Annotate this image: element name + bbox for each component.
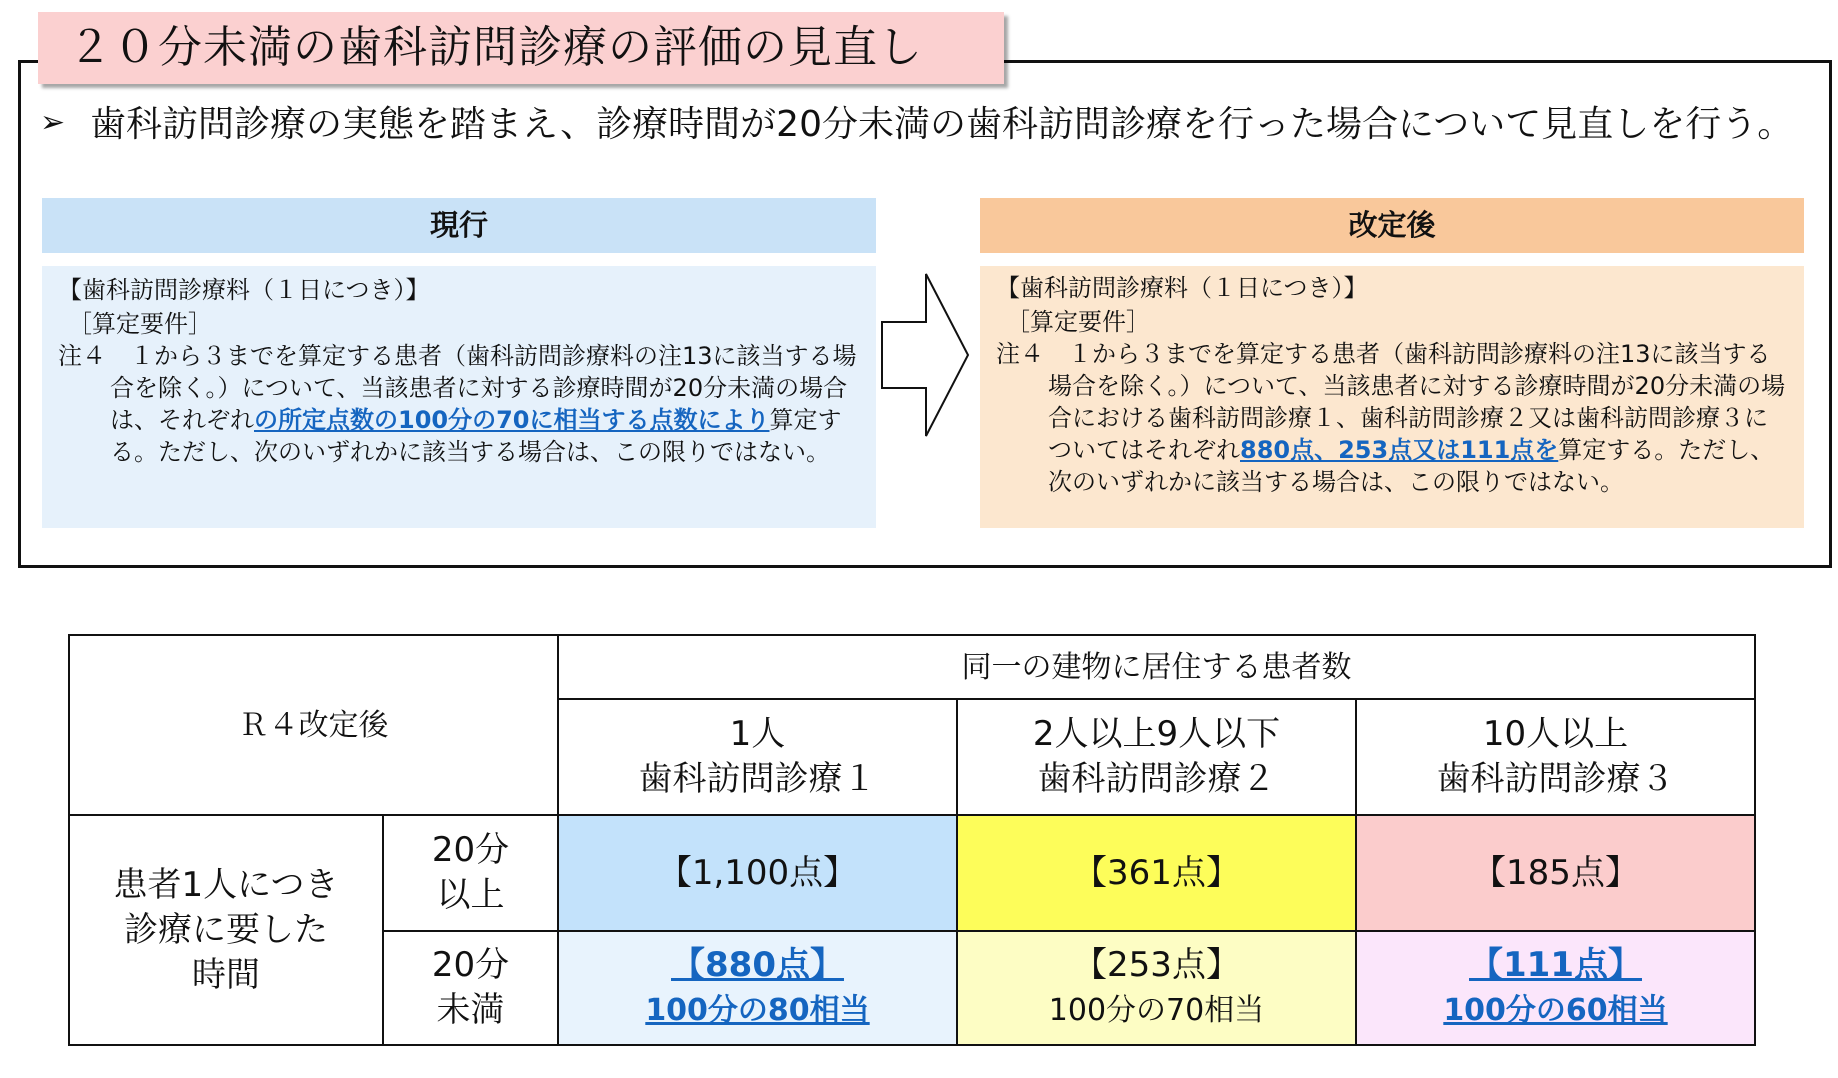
row-group-line: 患者1人につき	[113, 864, 339, 905]
column-header-line: 1人	[729, 714, 786, 754]
current-header: 現行	[42, 198, 876, 253]
current-heading: 【歯科訪問診療料（１日につき）】	[58, 276, 430, 304]
column-header-line: 歯科訪問診療２	[1037, 759, 1276, 799]
revised-sub: ［算定要件］	[1006, 308, 1150, 336]
cell-value: 【253点】	[1073, 945, 1240, 985]
revised-header: 改定後	[980, 198, 1804, 253]
current-note-highlight: の所定点数の100分の70に相当する点数により	[254, 406, 770, 434]
cell-value: 【1,100点】	[657, 852, 858, 893]
column-header-line: 10人以上	[1482, 714, 1629, 754]
cell-under20-col1	[558, 931, 957, 1045]
row-label-20min-or-more	[383, 815, 558, 931]
cell-under20-col2	[957, 931, 1356, 1045]
column-header-2	[957, 699, 1356, 815]
row-label-line: 未満	[436, 990, 505, 1030]
revised-panel	[980, 266, 1804, 528]
cell-over20-col3	[1356, 815, 1755, 931]
right-arrow-icon	[880, 272, 970, 438]
row-group-label	[69, 815, 383, 1045]
column-header-line: 2人以上9人以下	[1032, 714, 1281, 754]
column-header-3	[1356, 699, 1755, 815]
column-header-line: 歯科訪問診療３	[1436, 759, 1675, 799]
cell-ratio: 100分の60相当	[1443, 993, 1668, 1028]
row-group-line: 時間	[192, 954, 260, 995]
revised-note-a: 注４ １から３までを算定する患者（歯科訪問診療料の注13に該当する場合を除く。）について、当該患者に対する診療時間が20分未満の場合における歯科訪問診療１、歯科訪問診療２又は歯科訪問診療３についてはそれぞれ	[996, 340, 1786, 464]
page-title: ２０分未満の歯科訪問診療の評価の見直し	[68, 22, 923, 73]
cell-over20-col1	[558, 815, 957, 931]
cell-value: 【361点】	[1073, 852, 1240, 893]
cell-under20-col3	[1356, 931, 1755, 1045]
revised-heading: 【歯科訪問診療料（１日につき）】	[996, 274, 1368, 302]
cell-over20-col2	[957, 815, 1356, 931]
current-note-a: 注４ １から３までを算定する患者（歯科訪問診療料の注13に該当する場合を除く。）について、当該患者に対する診療時間が20分未満の場合は、それぞれ	[58, 342, 857, 434]
revised-note-highlight: 880点、253点又は111点を	[1240, 436, 1559, 464]
column-header-1	[558, 699, 957, 815]
title-banner	[38, 12, 1004, 84]
current-note-b: 算定する。ただし、次のいずれかに該当する場合は、この限りではない。	[110, 406, 842, 466]
summary-text: 歯科訪問診療の実態を踏まえ、診療時間が20分未満の歯科訪問診療を行った場合について見直しを行う。	[90, 104, 1794, 145]
row-label-line: 20分	[431, 945, 510, 985]
column-header-line: 歯科訪問診療１	[638, 759, 877, 799]
cell-ratio: 100分の80相当	[645, 993, 870, 1028]
current-panel	[42, 266, 876, 528]
cell-value: 【185点】	[1472, 852, 1639, 893]
revised-note-b: 算定する。ただし、次のいずれかに該当する場合は、この限りではない。	[1048, 436, 1775, 496]
cell-value: 【111点】	[1469, 945, 1642, 985]
revised-note	[996, 338, 1790, 498]
current-note	[58, 340, 862, 468]
row-label-under-20min	[383, 931, 558, 1045]
current-sub: ［算定要件］	[68, 310, 212, 338]
group-header: 同一の建物に居住する患者数	[558, 635, 1755, 699]
cell-ratio: 100分の70相当	[1048, 993, 1265, 1028]
row-group-line: 診療に要した	[124, 909, 328, 950]
row-label-line: 以上	[436, 875, 505, 915]
row-label-line: 20分	[431, 830, 510, 870]
points-table	[68, 634, 1756, 1046]
arrow-bullet-icon: ➢	[40, 105, 66, 140]
table-corner: Ｒ４改定後	[69, 635, 558, 815]
cell-value: 【880点】	[671, 945, 844, 985]
